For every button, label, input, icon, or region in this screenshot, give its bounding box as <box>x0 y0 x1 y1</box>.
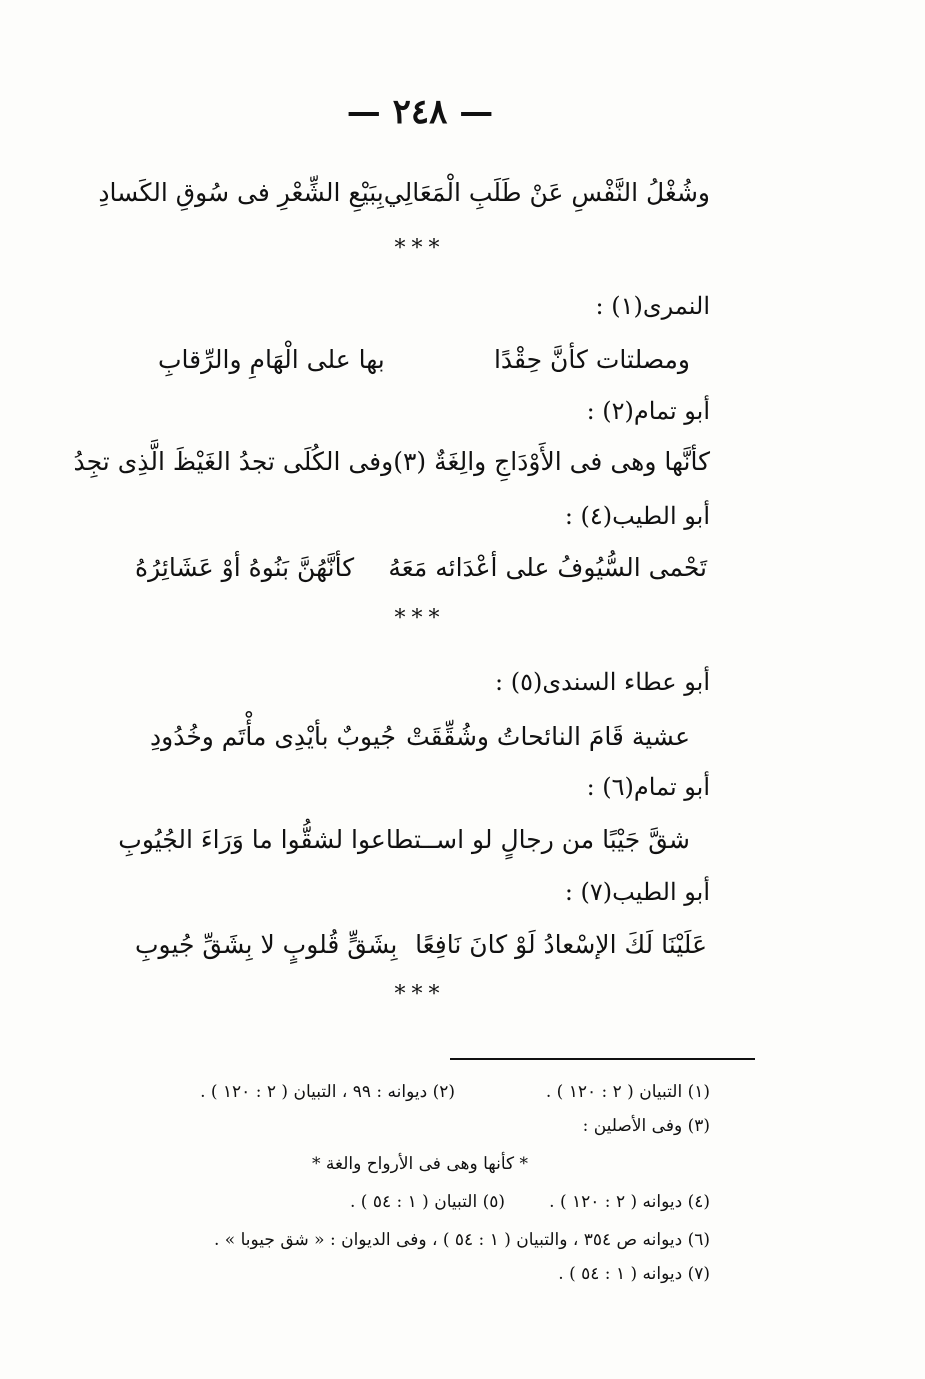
opening-verse-second-hemistich: بِبَيْعِ الشِّعْرِ فى سُوقِ الكَسادِ <box>98 178 384 207</box>
poet-name: النمرى(١) : <box>595 292 710 320</box>
poet-name: أبو الطيب(٧) : <box>564 878 710 906</box>
footnote-2: (٢) ديوانه : ٩٩ ، التبيان ( ٢ : ١٢٠ ) . <box>200 1082 455 1102</box>
footnote-1: (١) التبيان ( ٢ : ١٢٠ ) . <box>545 1082 710 1102</box>
verse-first-hemistich: ومصلتات كأنَّ حِقْدًا <box>493 345 690 374</box>
verse-second-hemistich: جُيوبٌ بأيْدِى مأْتَم وخُدُودِ <box>150 722 396 751</box>
section-separator: *** <box>394 236 446 261</box>
verse <box>150 722 690 751</box>
verse-first-hemistich: كأنَّها وهى فى الأَوْدَاجِ والِغَةٌ (٣) <box>393 447 710 476</box>
opening-verse-first-hemistich: وشُغْلُ النَّفْسِ عَنْ طَلَبِ الْمَعَالِي <box>383 178 710 207</box>
verse <box>135 930 707 959</box>
verse-first-hemistich: عشية قَامَ النائحاتُ وشُقِّقَتْ <box>406 722 690 751</box>
verse-second-hemistich: ـتطاعوا لشقُّوا ما وَرَاءَ الجُيُوبِ <box>118 825 429 854</box>
page-number: — ٢٤٨ — <box>346 92 494 132</box>
verse <box>135 553 707 582</box>
footnote-3: (٣) وفى الأصلين : <box>582 1116 710 1136</box>
section-separator: *** <box>394 982 446 1007</box>
verse-first-hemistich: شقَّ جَيْبًا من رجالٍ لو اسـ <box>428 825 690 854</box>
poet-name: أبو تمام(٢) : <box>586 397 710 425</box>
opening-verse <box>98 178 710 207</box>
poet-name: أبو الطيب(٤) : <box>564 502 710 530</box>
verse-second-hemistich: بِشَقٍّ قُلوبٍ لا بِشَقِّ جُيوبِ <box>135 930 398 959</box>
verse-first-hemistich: عَلَيْنَا لَكَ الإسْعادُ لَوْ كانَ نَافِعًا <box>415 930 707 959</box>
footnote-5: (٥) التبيان ( ١ : ٥٤ ) . <box>349 1192 505 1212</box>
poet-name: أبو تمام(٦) : <box>586 773 710 801</box>
verse-second-hemistich: كأنَّهُنَّ بَنُوهُ أوْ عَشَائِرُهُ <box>135 553 355 582</box>
verse-second-hemistich: بها على الْهَامِ والرِّقابِ <box>158 345 385 374</box>
section-separator: *** <box>394 606 446 631</box>
poet-name: أبو عطاء السندى(٥) : <box>495 668 710 696</box>
verse-second-hemistich: وفى الكُلَى تجدُ الغَيْظَ الَّذِى تجِدُ <box>73 447 394 476</box>
footnote-7: (٧) ديوانه ( ١ : ٥٤ ) . <box>558 1264 710 1284</box>
verse <box>118 825 690 854</box>
verse <box>158 345 690 374</box>
footnote-6: (٦) ديوانه ص ٣٥٤ ، والتبيان ( ١ : ٥٤ ) ، وفى الديوان : « شق جيوبا » . <box>213 1230 710 1250</box>
footnote-3-quote: * كأنها وهى فى الأرواح والغة * <box>311 1154 529 1174</box>
verse-first-hemistich: تَحْمى السُّيُوفُ على أعْدَائه مَعَهُ <box>388 553 707 582</box>
verse <box>73 447 710 476</box>
footnote-4: (٤) ديوانه ( ٢ : ١٢٠ ) . <box>549 1192 710 1212</box>
footnote-divider <box>450 1058 755 1060</box>
